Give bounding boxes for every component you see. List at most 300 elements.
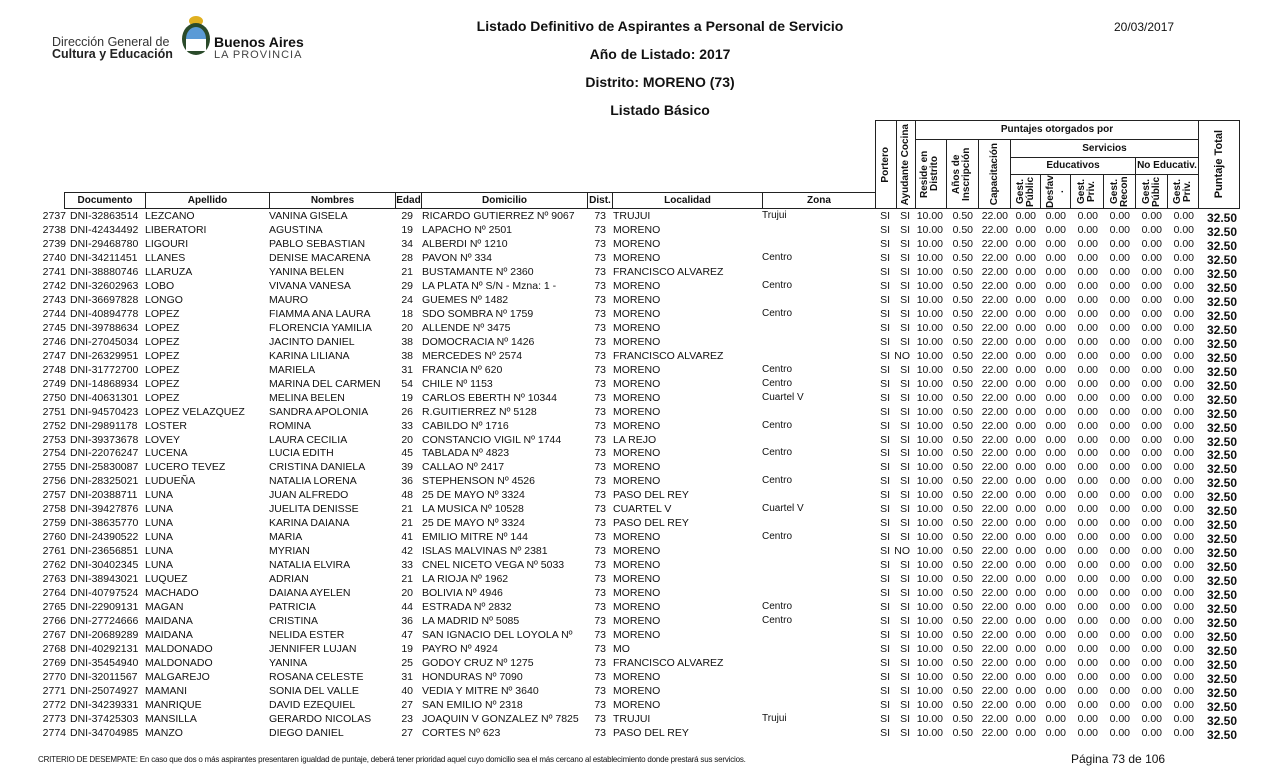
cell-capacitacion: 22.00 [981, 573, 1008, 586]
cell-row-number: 2742 [42, 279, 66, 292]
cell-total: 32.50 [1206, 434, 1237, 449]
cell-dist: 73 [594, 615, 606, 628]
cell-capacitacion: 22.00 [981, 307, 1008, 320]
cell-localidad: MORENO [613, 405, 661, 418]
cell-localidad: MORENO [613, 545, 661, 558]
cell-total: 32.50 [1206, 462, 1237, 477]
cell-apellido: LUQUEZ [145, 573, 188, 586]
cell-gest-recon: 0.00 [1109, 712, 1130, 725]
cell-reside: 10.00 [916, 237, 943, 250]
cell-nombres: DAVID EZEQUIEL [269, 698, 356, 711]
cell-anios: 0.50 [952, 615, 973, 628]
cell-desfav: 0.00 [1045, 726, 1066, 739]
cell-anios: 0.50 [952, 251, 973, 264]
cell-row-number: 2764 [42, 587, 66, 600]
cell-reside: 10.00 [916, 601, 943, 614]
cell-dist: 73 [594, 335, 606, 348]
cell-desfav: 0.00 [1045, 587, 1066, 600]
cell-domicilio: BOLIVIA Nº 4946 [422, 587, 503, 600]
col-portero [875, 120, 897, 209]
cell-edad: 45 [401, 447, 413, 460]
col-capacitacion-label: Capacitación [988, 142, 1000, 206]
group-educativos: Educativos [1010, 157, 1136, 175]
cell-edad: 27 [401, 698, 413, 711]
cell-total: 32.50 [1206, 294, 1237, 309]
cell-nombres: DAIANA AYELEN [269, 587, 351, 600]
cell-nombres: KARINA DAIANA [269, 517, 350, 530]
cell-edad: 19 [401, 643, 413, 656]
cell-domicilio: SAN EMILIO Nº 2318 [422, 698, 523, 711]
cell-gest-recon: 0.00 [1109, 321, 1130, 334]
cell-localidad: LA REJO [613, 433, 657, 446]
cell-portero: SI [880, 433, 890, 446]
cell-portero: SI [880, 559, 890, 572]
cell-ne-gest-priv: 0.00 [1173, 307, 1194, 320]
col-portero-label: Portero [880, 146, 891, 183]
cell-ne-gest-priv: 0.00 [1173, 349, 1194, 362]
cell-row-number: 2746 [42, 335, 66, 348]
cell-ayudante: SI [900, 237, 910, 250]
cell-gest-public: 0.00 [1015, 321, 1036, 334]
cell-row-number: 2772 [42, 698, 66, 711]
cell-gest-recon: 0.00 [1109, 335, 1130, 348]
cell-reside: 10.00 [916, 475, 943, 488]
table-row [0, 587, 1280, 601]
cell-apellido: MALGAREJO [145, 671, 210, 683]
cell-capacitacion: 22.00 [981, 657, 1008, 670]
cell-gest-public: 0.00 [1015, 559, 1036, 572]
cell-localidad: MORENO [613, 615, 661, 628]
cell-ayudante: SI [900, 657, 910, 670]
cell-desfav: 0.00 [1045, 601, 1066, 614]
cell-gest-priv: 0.00 [1077, 545, 1098, 558]
cell-capacitacion: 22.00 [981, 643, 1008, 656]
cell-edad: 38 [401, 349, 413, 362]
cell-ne-gest-priv: 0.00 [1173, 489, 1194, 502]
cell-ne-gest-priv: 0.00 [1173, 279, 1194, 292]
cell-apellido: LUDUEÑA [145, 475, 196, 488]
cell-zona: Centro [762, 251, 793, 263]
cell-anios: 0.50 [952, 629, 973, 642]
cell-anios: 0.50 [952, 517, 973, 530]
cell-gest-priv: 0.00 [1077, 349, 1098, 362]
cell-domicilio: PAYRO Nº 4924 [422, 643, 498, 656]
cell-total: 32.50 [1206, 518, 1237, 533]
cell-desfav: 0.00 [1045, 349, 1066, 362]
cell-domicilio: GUEMES Nº 1482 [422, 293, 509, 306]
cell-ayudante: SI [900, 321, 910, 334]
cell-gest-public: 0.00 [1015, 587, 1036, 600]
cell-domicilio: ESTRADA Nº 2832 [422, 601, 512, 614]
cell-gest-priv: 0.00 [1077, 223, 1098, 236]
cell-gest-priv: 0.00 [1077, 698, 1098, 711]
cell-localidad: MORENO [613, 391, 661, 404]
cell-gest-public: 0.00 [1015, 698, 1036, 711]
cell-desfav: 0.00 [1045, 573, 1066, 586]
cell-nombres: SONIA DEL VALLE [269, 684, 359, 697]
cell-apellido: MANSILLA [145, 712, 197, 725]
col-gest-recon-label: Gest. Recon [1108, 176, 1130, 207]
cell-documento: DNI-27045034 [70, 335, 139, 348]
cell-total: 32.50 [1206, 630, 1237, 645]
cell-capacitacion: 22.00 [981, 433, 1008, 446]
cell-row-number: 2771 [42, 684, 66, 697]
cell-capacitacion: 22.00 [981, 251, 1008, 264]
cell-row-number: 2759 [42, 517, 66, 530]
cell-gest-public: 0.00 [1015, 210, 1036, 222]
cell-reside: 10.00 [916, 265, 943, 278]
cell-domicilio: SDO SOMBRA Nº 1759 [422, 307, 534, 320]
cell-row-number: 2749 [42, 377, 66, 390]
cell-gest-priv: 0.00 [1077, 419, 1098, 432]
cell-documento: DNI-34704985 [70, 726, 139, 739]
cell-nombres: YANINA BELEN [269, 265, 345, 278]
cell-gest-public: 0.00 [1015, 405, 1036, 418]
cell-dist: 73 [594, 657, 606, 670]
cell-apellido: LUNA [145, 545, 174, 558]
cell-domicilio: CALLAO Nº 2417 [422, 461, 505, 474]
cell-row-number: 2747 [42, 349, 66, 362]
cell-ayudante: SI [900, 210, 910, 222]
cell-edad: 34 [401, 237, 413, 250]
cell-edad: 36 [401, 475, 413, 488]
cell-apellido: LUNA [145, 503, 174, 516]
col-gest-public-label: Gest. Públic [1014, 176, 1036, 207]
cell-zona: Centro [762, 601, 793, 613]
org-line1: Dirección General de [52, 35, 170, 49]
cell-apellido: LOPEZ [145, 321, 180, 334]
cell-edad: 28 [401, 251, 413, 264]
cell-capacitacion: 22.00 [981, 712, 1008, 725]
cell-documento: DNI-36697828 [70, 293, 139, 306]
cell-gest-recon: 0.00 [1109, 503, 1130, 516]
cell-desfav: 0.00 [1045, 335, 1066, 348]
cell-nombres: NATALIA LORENA [269, 475, 357, 488]
cell-gest-priv: 0.00 [1077, 684, 1098, 697]
cell-ayudante: NO [894, 545, 910, 558]
cell-portero: SI [880, 531, 890, 544]
cell-edad: 47 [401, 629, 413, 642]
cell-reside: 10.00 [916, 657, 943, 670]
province-logo-text [214, 36, 304, 61]
cell-capacitacion: 22.00 [981, 447, 1008, 460]
cell-documento: DNI-32011567 [70, 671, 138, 683]
table-row [0, 727, 1280, 741]
cell-dist: 73 [594, 405, 606, 418]
cell-dist: 73 [594, 559, 606, 572]
cell-portero: SI [880, 461, 890, 474]
cell-desfav: 0.00 [1045, 251, 1066, 264]
cell-row-number: 2766 [42, 615, 66, 628]
cell-ne-gest-priv: 0.00 [1173, 573, 1194, 586]
cell-edad: 44 [401, 601, 413, 614]
cell-gest-priv: 0.00 [1077, 671, 1098, 683]
district: Distrito: MORENO (73) [585, 74, 735, 90]
cell-capacitacion: 22.00 [981, 559, 1008, 572]
cell-gest-public: 0.00 [1015, 489, 1036, 502]
col-nombres: Nombres [269, 192, 396, 209]
cell-zona: Centro [762, 447, 793, 459]
cell-dist: 73 [594, 712, 606, 725]
cell-anios: 0.50 [952, 643, 973, 656]
cell-dist: 73 [594, 433, 606, 446]
cell-reside: 10.00 [916, 279, 943, 292]
cell-row-number: 2763 [42, 573, 66, 586]
cell-anios: 0.50 [952, 601, 973, 614]
table-row [0, 447, 1280, 461]
cell-domicilio: DOMOCRACIA Nº 1426 [422, 335, 535, 348]
cell-gest-public: 0.00 [1015, 712, 1036, 725]
cell-gest-recon: 0.00 [1109, 265, 1130, 278]
cell-row-number: 2774 [42, 726, 66, 739]
cell-localidad: MORENO [613, 684, 661, 697]
cell-zona: Centro [762, 531, 793, 543]
cell-ne-gest-public: 0.00 [1141, 363, 1162, 376]
cell-reside: 10.00 [916, 377, 943, 390]
cell-ayudante: SI [900, 223, 910, 236]
cell-capacitacion: 22.00 [981, 335, 1008, 348]
cell-row-number: 2740 [42, 251, 66, 264]
cell-dist: 73 [594, 363, 606, 376]
cell-edad: 33 [401, 559, 413, 572]
cell-ne-gest-public: 0.00 [1141, 587, 1162, 600]
cell-anios: 0.50 [952, 545, 973, 558]
table-row [0, 252, 1280, 266]
cell-ayudante: NO [894, 349, 910, 362]
cell-ayudante: SI [900, 698, 910, 711]
table-row [0, 210, 1280, 224]
cell-ne-gest-priv: 0.00 [1173, 517, 1194, 530]
cell-edad: 18 [401, 307, 413, 320]
cell-row-number: 2741 [42, 265, 66, 278]
cell-ayudante: SI [900, 726, 910, 739]
cell-documento: DNI-29891178 [70, 419, 138, 432]
cell-anios: 0.50 [952, 405, 973, 418]
cell-apellido: MANRIQUE [145, 698, 202, 711]
cell-dist: 73 [594, 279, 606, 292]
cell-domicilio: PAVON Nº 334 [422, 251, 492, 264]
cell-nombres: NATALIA ELVIRA [269, 559, 351, 572]
cell-portero: SI [880, 643, 890, 656]
cell-reside: 10.00 [916, 419, 943, 432]
cell-desfav: 0.00 [1045, 237, 1066, 250]
cell-localidad: TRUJUI [613, 712, 651, 725]
cell-row-number: 2752 [42, 419, 66, 432]
cell-nombres: JACINTO DANIEL [269, 335, 355, 348]
cell-total: 32.50 [1206, 532, 1237, 547]
cell-apellido: LUNA [145, 559, 174, 572]
cell-gest-public: 0.00 [1015, 279, 1036, 292]
cell-documento: DNI-39373678 [70, 433, 139, 446]
cell-nombres: ADRIAN [269, 573, 309, 586]
cell-ayudante: SI [900, 587, 910, 600]
cell-zona: Centro [762, 615, 793, 627]
cell-desfav: 0.00 [1045, 405, 1066, 418]
cell-apellido: LIBERATORI [145, 223, 207, 236]
cell-nombres: KARINA LILIANA [269, 349, 350, 362]
cell-nombres: MELINA BELEN [269, 391, 345, 404]
cell-nombres: MYRIAN [269, 545, 310, 558]
cell-capacitacion: 22.00 [981, 237, 1008, 250]
cell-ayudante: SI [900, 461, 910, 474]
cell-row-number: 2760 [42, 531, 66, 544]
cell-nombres: NELIDA ESTER [269, 629, 345, 642]
cell-edad: 29 [401, 279, 413, 292]
cell-ne-gest-priv: 0.00 [1173, 447, 1194, 460]
cell-edad: 20 [401, 433, 413, 446]
cell-portero: SI [880, 279, 890, 292]
cell-nombres: PATRICIA [269, 601, 316, 614]
cell-ne-gest-public: 0.00 [1141, 335, 1162, 348]
cell-total: 32.50 [1206, 658, 1237, 673]
cell-apellido: MAIDANA [145, 629, 193, 642]
cell-localidad: MORENO [613, 237, 661, 250]
cell-zona: Trujui [762, 210, 787, 221]
table-row [0, 364, 1280, 378]
cell-gest-recon: 0.00 [1109, 279, 1130, 292]
cell-dist: 73 [594, 307, 606, 320]
table-row [0, 350, 1280, 364]
cell-row-number: 2753 [42, 433, 66, 446]
cell-row-number: 2754 [42, 447, 66, 460]
cell-portero: SI [880, 335, 890, 348]
cell-edad: 20 [401, 587, 413, 600]
cell-row-number: 2757 [42, 489, 66, 502]
col-ayudante [896, 120, 916, 209]
cell-gest-recon: 0.00 [1109, 629, 1130, 642]
cell-ne-gest-public: 0.00 [1141, 349, 1162, 362]
cell-anios: 0.50 [952, 587, 973, 600]
tiebreak-criterion: CRITERIO DE DESEMPATE: En caso que dos o más aspirantes presentaren igualdad de puntaje, deberá tener prioridad aquel cuyo domicilio sea el más cercano al establecimiento donde prestará sus servicios. [38, 755, 746, 764]
table-row [0, 336, 1280, 350]
cell-edad: 19 [401, 223, 413, 236]
cell-domicilio: VEDIA Y MITRE Nº 3640 [422, 684, 539, 697]
cell-documento: DNI-26329951 [70, 349, 139, 362]
cell-portero: SI [880, 712, 890, 725]
cell-capacitacion: 22.00 [981, 615, 1008, 628]
cell-gest-recon: 0.00 [1109, 475, 1130, 488]
cell-portero: SI [880, 503, 890, 516]
cell-total: 32.50 [1206, 308, 1237, 323]
cell-gest-priv: 0.00 [1077, 657, 1098, 670]
cell-localidad: PASO DEL REY [613, 517, 689, 530]
cell-total: 32.50 [1206, 336, 1237, 351]
cell-localidad: MORENO [613, 531, 661, 544]
cell-apellido: LOPEZ [145, 335, 180, 348]
document-date: 20/03/2017 [1114, 20, 1175, 34]
cell-apellido: LUCENA [145, 447, 188, 460]
col-edad: Edad [395, 192, 422, 209]
group-servicios: Servicios [1010, 139, 1199, 158]
listing-year: Año de Listado: 2017 [589, 46, 731, 62]
cell-ayudante: SI [900, 643, 910, 656]
cell-localidad: FRANCISCO ALVAREZ [613, 265, 724, 278]
cell-zona: Trujui [762, 712, 787, 724]
cell-gest-priv: 0.00 [1077, 391, 1098, 404]
table-row [0, 489, 1280, 503]
cell-localidad: CUARTEL V [613, 503, 672, 516]
table-row [0, 643, 1280, 657]
cell-reside: 10.00 [916, 447, 943, 460]
cell-ne-gest-public: 0.00 [1141, 517, 1162, 530]
cell-localidad: MORENO [613, 223, 661, 236]
cell-apellido: LOPEZ [145, 377, 180, 390]
cell-capacitacion: 22.00 [981, 461, 1008, 474]
cell-documento: DNI-14868934 [70, 377, 139, 390]
cell-portero: SI [880, 573, 890, 586]
cell-apellido: LONGO [145, 293, 183, 306]
cell-documento: DNI-38943021 [70, 573, 139, 586]
cell-gest-recon: 0.00 [1109, 210, 1130, 222]
cell-desfav: 0.00 [1045, 293, 1066, 306]
cell-capacitacion: 22.00 [981, 321, 1008, 334]
group-no-educativos: No Educativ. [1135, 157, 1199, 175]
cell-gest-priv: 0.00 [1077, 433, 1098, 446]
cell-ne-gest-public: 0.00 [1141, 223, 1162, 236]
page-number: Página 73 de 106 [1071, 752, 1166, 766]
cell-portero: SI [880, 237, 890, 250]
cell-portero: SI [880, 517, 890, 530]
cell-ne-gest-public: 0.00 [1141, 210, 1162, 222]
cell-ne-gest-priv: 0.00 [1173, 587, 1194, 600]
cell-ne-gest-public: 0.00 [1141, 307, 1162, 320]
cell-zona: Centro [762, 307, 793, 319]
cell-ayudante: SI [900, 377, 910, 390]
table-row [0, 531, 1280, 545]
cell-total: 32.50 [1206, 713, 1237, 728]
cell-ne-gest-priv: 0.00 [1173, 629, 1194, 642]
cell-anios: 0.50 [952, 237, 973, 250]
cell-ayudante: SI [900, 279, 910, 292]
listing-subtitle: Listado Básico [610, 102, 710, 118]
cell-dist: 73 [594, 671, 606, 683]
cell-domicilio: LA PLATA Nº S/N - Mzna: 1 - [422, 279, 557, 292]
cell-gest-recon: 0.00 [1109, 307, 1130, 320]
cell-domicilio: FRANCIA Nº 620 [422, 363, 503, 376]
cell-documento: DNI-37425303 [70, 712, 139, 725]
cell-reside: 10.00 [916, 573, 943, 586]
cell-ne-gest-public: 0.00 [1141, 251, 1162, 264]
cell-dist: 73 [594, 265, 606, 278]
cell-gest-priv: 0.00 [1077, 559, 1098, 572]
table-row [0, 475, 1280, 489]
cell-desfav: 0.00 [1045, 712, 1066, 725]
cell-ayudante: SI [900, 503, 910, 516]
cell-reside: 10.00 [916, 684, 943, 697]
cell-nombres: CRISTINA DANIELA [269, 461, 366, 474]
cell-portero: SI [880, 293, 890, 306]
cell-dist: 73 [594, 293, 606, 306]
cell-ne-gest-public: 0.00 [1141, 629, 1162, 642]
cell-zona: Centro [762, 419, 793, 431]
cell-domicilio: CNEL NICETO VEGA Nº 5033 [422, 559, 565, 572]
cell-gest-public: 0.00 [1015, 503, 1036, 516]
col-gest-priv-label: Gest. Priv. [1076, 179, 1097, 205]
cell-domicilio: JOAQUIN V GONZALEZ Nº 7825 [422, 712, 579, 725]
cell-ayudante: SI [900, 419, 910, 432]
cell-ayudante: SI [900, 363, 910, 376]
cell-desfav: 0.00 [1045, 279, 1066, 292]
cell-edad: 31 [401, 363, 413, 376]
cell-documento: DNI-38635770 [70, 517, 139, 530]
cell-ayudante: SI [900, 405, 910, 418]
cell-ayudante: SI [900, 615, 910, 628]
cell-ayudante: SI [900, 489, 910, 502]
cell-gest-priv: 0.00 [1077, 210, 1098, 222]
cell-apellido: LUCERO TEVEZ [145, 461, 226, 474]
cell-gest-recon: 0.00 [1109, 433, 1130, 446]
cell-row-number: 2737 [42, 210, 66, 222]
